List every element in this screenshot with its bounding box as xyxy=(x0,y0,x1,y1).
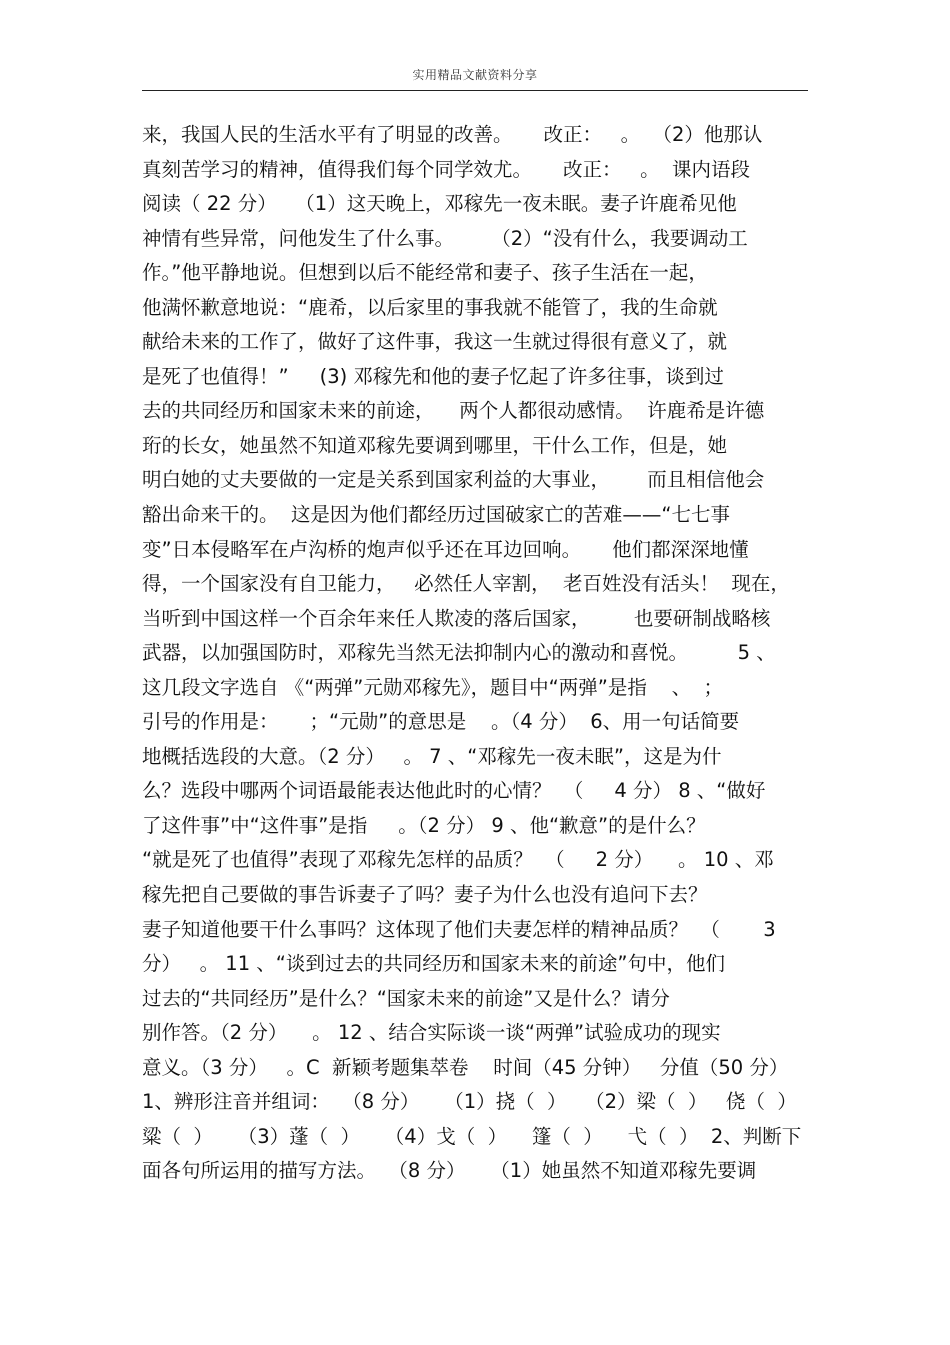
text-line: 引号的作用是： ；“元勋”的意思是 。（4 分） 6、用一句话简要 xyxy=(142,710,740,734)
page-header: 实用精品文献资料分享 xyxy=(412,68,538,82)
text-line: 了这件事”中“这件事”是指 。（2 分） 9 、他“歉意”的是什么？ xyxy=(142,813,706,837)
text-line: 变”日本侵略军在卢沟桥的炮声似乎还在耳边回响。 他们都深深地懂 xyxy=(142,537,749,561)
text-line: 意义。（3 分） 。C 新颖考题集萃卷 时间（45 分钟） 分值（50 分） xyxy=(142,1055,789,1079)
text-line: 这几段文字选自 《“两弹”元勋邓稼先》，题目中“两弹”是指 、 ； xyxy=(142,675,724,699)
text-line: 真刻苦学习的精神，值得我们每个同学效尤。 改正： 。 课内语段 xyxy=(142,157,750,181)
text-line: 作。”他平静地说。但想到以后不能经常和妻子、孩子生活在一起， xyxy=(142,261,708,285)
text-line: 神情有些异常，问他发生了什么事。 （2）“没有什么，我要调动工 xyxy=(142,226,748,250)
text-line: 粱（ ） （3）蓬（ ） （4）戈（ ） 篷（ ） 弋（ ） 2、判断下 xyxy=(142,1124,802,1148)
text-line: 阅读（ 22 分） （1）这天晚上，邓稼先一夜未眠。妻子许鹿希见他 xyxy=(142,192,737,216)
text-line: 豁出命来干的。 这是因为他们都经历过国破家亡的苦难——“七七事 xyxy=(142,503,730,527)
text-line: 是死了也值得！” (3) 邓稼先和他的妻子忆起了许多往事，谈到过 xyxy=(142,364,724,388)
text-line: 得，一个国家没有自卫能力， 必然任人宰割， 老百姓没有活头！ 现在， xyxy=(142,572,790,596)
text-line: “就是死了也值得”表现了邓稼先怎样的品质？ （ 2 分） 。 10 、邓 xyxy=(142,848,774,872)
header-divider xyxy=(142,90,808,91)
text-line: 面各句所运用的描写方法。 （8 分） （1）她虽然不知道邓稼先要调 xyxy=(142,1159,757,1183)
text-line: 妻子知道他要干什么事吗？这体现了他们夫妻怎样的精神品质？ （ 3 xyxy=(142,917,776,941)
text-line: 献给未来的工作了，做好了这件事，我这一生就过得很有意义了，就 xyxy=(142,330,728,354)
text-line: 来，我国人民的生活水平有了明显的改善。 改正： 。 （2）他那认 xyxy=(142,123,763,146)
text-line: 过去的“共同经历”是什么？“国家未来的前途”又是什么？请分 xyxy=(142,986,670,1010)
text-line: 他满怀歉意地说：“鹿希，以后家里的事我就不能管了，我的生命就 xyxy=(142,295,718,319)
document-body xyxy=(142,118,808,1189)
text-line: 地概括选段的大意。（2 分） 。 7 、“邓稼先一夜未眠”，这是为什 xyxy=(142,744,722,768)
text-line: 武器，以加强国防时，邓稼先当然无法抑制内心的激动和喜悦。 5 、 xyxy=(142,641,776,665)
text-line: 明白她的丈夫要做的一定是关系到国家利益的大事业， 而且相信他会 xyxy=(142,468,765,492)
text-line: 分） 。 11 、“谈到过去的共同经历和国家未来的前途”句中，他们 xyxy=(142,952,726,976)
text-line: 稼先把自己要做的事告诉妻子了吗？妻子为什么也没有追问下去？ xyxy=(142,883,708,907)
text-line: 1、辨形注音并组词： （8 分） （1）挠（ ） （2）梁（ ） 侥（ ） xyxy=(142,1090,797,1114)
text-line: 珩的长女，她虽然不知道邓稼先要调到哪里，干什么工作，但是，她 xyxy=(142,433,728,457)
text-line: 当听到中国这样一个百余年来任人欺凌的落后国家， 也要研制战略核 xyxy=(142,606,771,630)
text-line: 么？选段中哪两个词语最能表达他此时的心情？ （ 4 分） 8 、“做好 xyxy=(142,779,766,803)
text-line: 去的共同经历和国家未来的前途， 两个人都很动感情。 许鹿希是许德 xyxy=(142,399,765,423)
text-line: 别作答。（2 分） 。 12 、结合实际谈一谈“两弹”试验成功的现实 xyxy=(142,1021,721,1045)
